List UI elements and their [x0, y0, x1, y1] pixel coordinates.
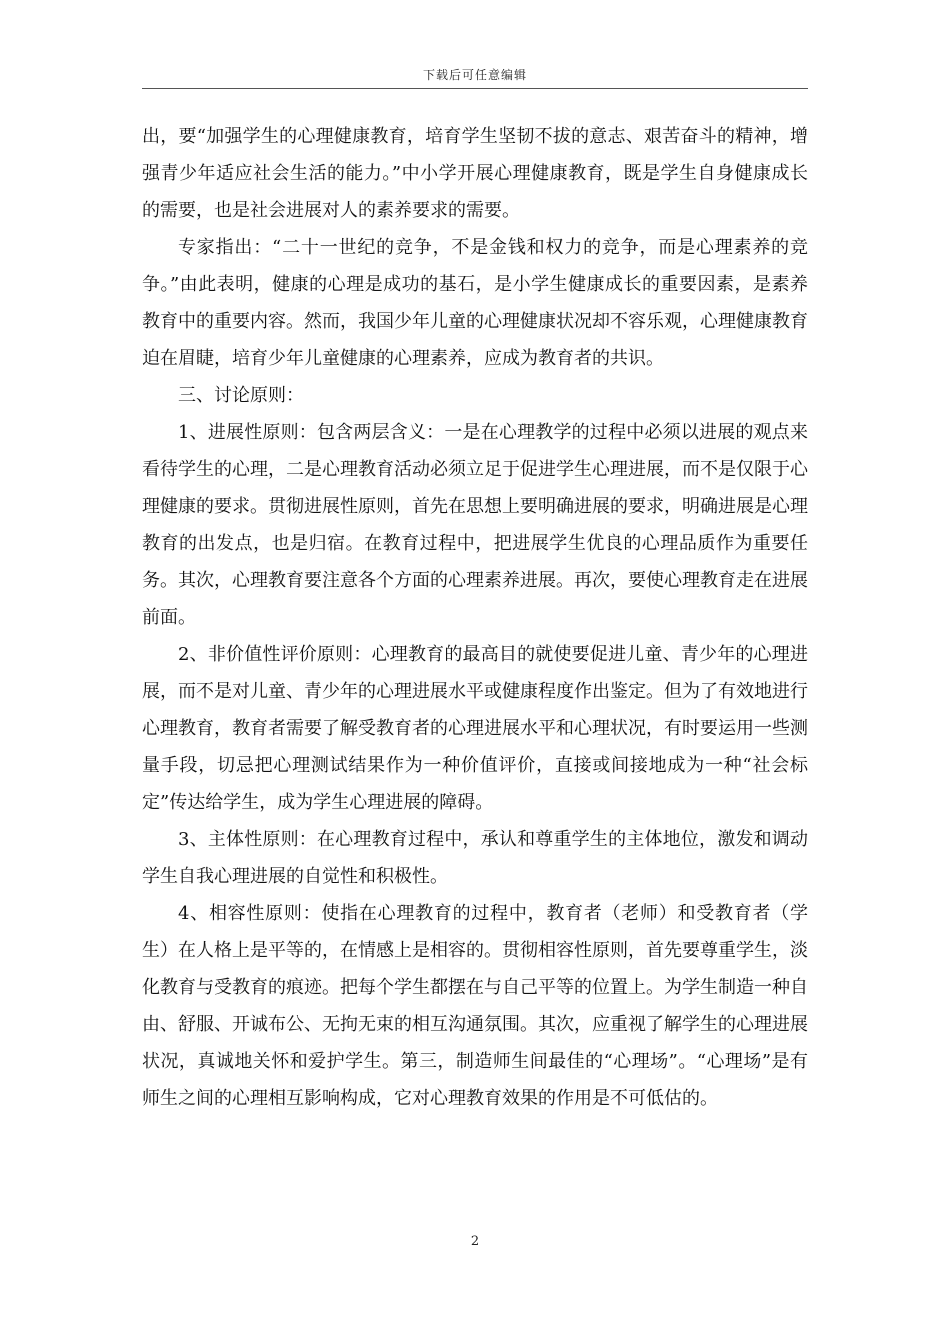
section-heading-principles: 三、讨论原则：	[178, 385, 304, 406]
paragraph-intro-continued: 出，要“加强学生的心理健康教育，培育学生坚韧不拔的意志、艰苦奋斗的精神，增强青少年适应社会生活的能力。”中小学开展心理健康教育，既是学生自身健康成长的需要，也是社会进展对人的素养要求的需要。	[142, 126, 808, 221]
page-header: 下载后可任意编辑	[422, 68, 527, 82]
paragraph-principle-non-evaluative: 2、非价值性评价原则：心理教育的最高目的就使要促进儿童、青少年的心理进展，而不是对儿童、青少年的心理进展水平或健康程度作出鉴定。但为了有效地进行心理教育，教育者需要了解受教育者的心理进展水平和心理状况，有时要运用一些测量手段，切忌把心理测试结果作为一种价值评价，直接或间接地成为一种“社会标定”传达给学生，成为学生心理进展的障碍。	[142, 644, 808, 813]
document-body	[142, 118, 808, 1117]
paragraph-principle-subjectivity: 3、主体性原则：在心理教育过程中，承认和尊重学生的主体地位，激发和调动学生自我心理进展的自觉性和积极性。	[142, 829, 808, 887]
paragraph-principle-compatibility: 4、相容性原则：使指在心理教育的过程中，教育者（老师）和受教育者（学生）在人格上是平等的，在情感上是相容的。贯彻相容性原则，首先要尊重学生，淡化教育与受教育的痕迹。把每个学生都摆在与自己平等的位置上。为学生制造一种自由、舒服、开诚布公、无拘无束的相互沟通氛围。其次，应重视了解学生的心理进展状况，真诚地关怀和爱护学生。第三，制造师生间最佳的“心理场”。“心理场”是有师生之间的心理相互影响构成，它对心理教育效果的作用是不可低估的。	[142, 903, 808, 1109]
header-divider	[142, 88, 808, 89]
page-number: 2	[470, 1234, 480, 1249]
paragraph-principle-development: 1、进展性原则：包含两层含义：一是在心理教学的过程中必须以进展的观点来看待学生的心理，二是心理教育活动必须立足于促进学生心理进展，而不是仅限于心理健康的要求。贯彻进展性原则，首先在思想上要明确进展的要求，明确进展是心理教育的出发点，也是归宿。在教育过程中，把进展学生优良的心理品质作为重要任务。其次，心理教育要注意各个方面的心理素养进展。再次，要使心理教育走在进展前面。	[142, 422, 808, 628]
paragraph-expert-quote: 专家指出：“二十一世纪的竞争，不是金钱和权力的竞争，而是心理素养的竞争。”由此表明，健康的心理是成功的基石，是小学生健康成长的重要因素，是素养教育中的重要内容。然而，我国少年儿童的心理健康状况却不容乐观，心理健康教育迫在眉睫，培育少年儿童健康的心理素养，应成为教育者的共识。	[142, 237, 808, 369]
